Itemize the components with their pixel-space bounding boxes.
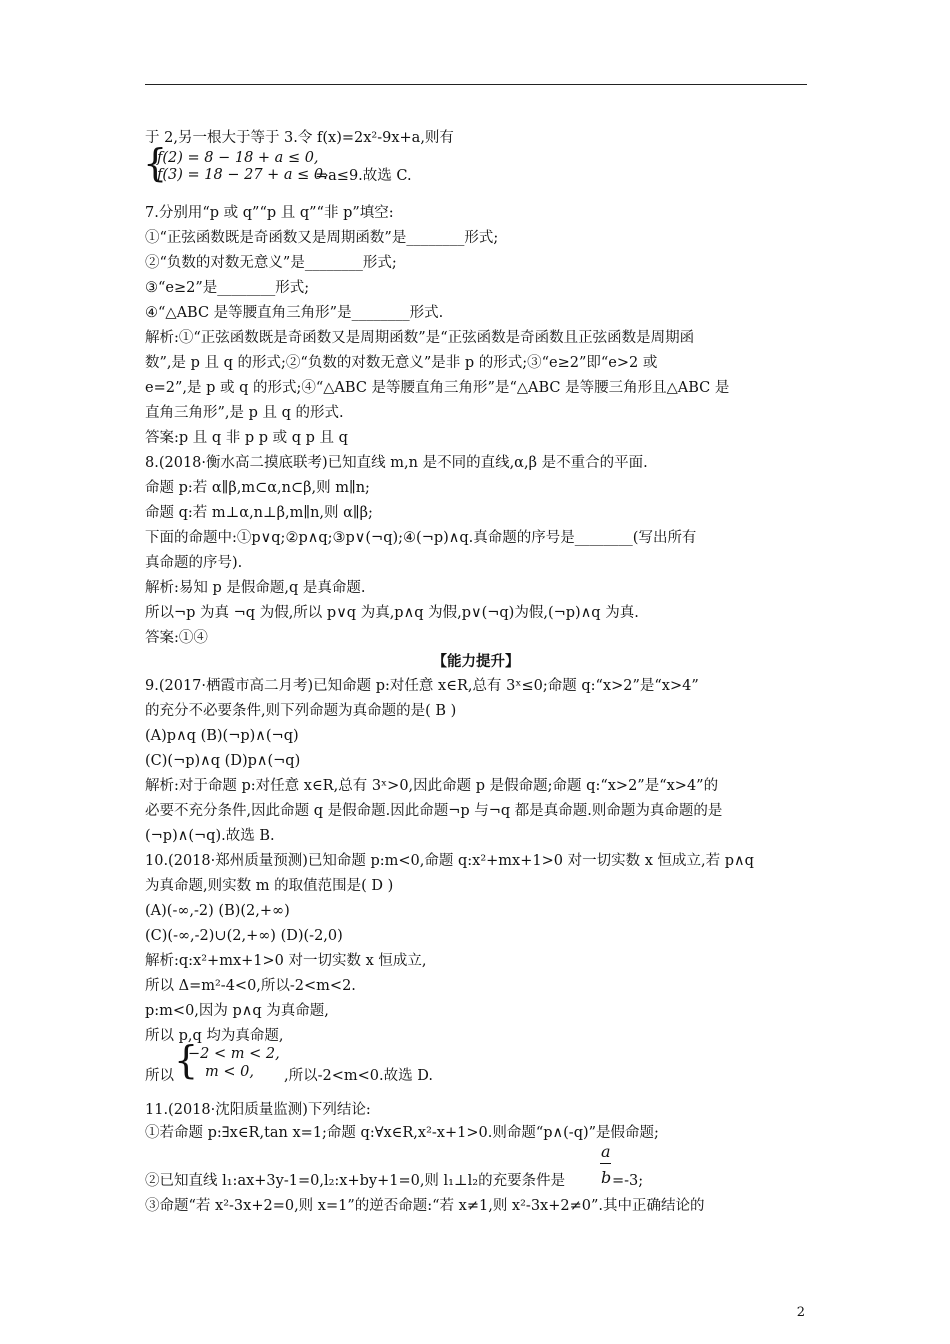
fraction-numerator: a bbox=[601, 1142, 611, 1161]
solution-line: 所以 p,q 均为真命题, bbox=[145, 1028, 284, 1044]
text-line: ①若命题 p:∃x∈R,tan x=1;命题 q:∀x∈R,x²-x+1>0.则命题“p∧(-q)”是假命题; bbox=[145, 1125, 659, 1141]
system-brace: { bbox=[174, 1038, 199, 1082]
option-line: (A)(-∞,-2) (B)(2,+∞) bbox=[145, 903, 290, 919]
text-line: ③“e≥2”是________形式; bbox=[145, 280, 310, 296]
question-11: 11.(2018·沈阳质量监测)下列结论: bbox=[145, 1102, 371, 1118]
text-line: ③命题“若 x²-3x+2=0,则 x=1”的逆否命题:“若 x≠1,则 x²-3x+2≠0”.其中正确结论的 bbox=[145, 1198, 705, 1214]
solution-line: 所以 Δ=m²-4<0,所以-2<m<2. bbox=[145, 978, 356, 994]
fraction-bar bbox=[600, 1163, 611, 1164]
header-rule bbox=[145, 84, 807, 85]
answer-line: 答案:p 且 q 非 p p 或 q p 且 q bbox=[145, 430, 348, 446]
solution-line: 解析:①“正弦函数既是奇函数又是周期函数”是“正弦函数是奇函数且正弦函数是周期函 bbox=[145, 330, 695, 346]
equation-line: f(2) = 8 − 18 + a ≤ 0, bbox=[157, 150, 319, 166]
text-line: 命题 p:若 α∥β,m⊂α,n⊂β,则 m∥n; bbox=[145, 480, 370, 496]
solution-line: 必要不充分条件,因此命题 q 是假命题.因此命题¬p 与¬q 都是真命题.则命题为真命题的是 bbox=[145, 803, 723, 819]
equation-line: f(3) = 18 − 27 + a ≤ 0. bbox=[157, 167, 328, 183]
question-7: 7.分别用“p 或 q”“p 且 q”“非 p”填空: bbox=[145, 205, 394, 221]
text-line: 为真命题,则实数 m 的取值范围是( D ) bbox=[145, 878, 394, 894]
text-line: ④“△ABC 是等腰直角三角形”是________形式. bbox=[145, 305, 444, 321]
question-10: 10.(2018·郑州质量预测)已知命题 p:m<0,命题 q:x²+mx+1>0 对一切实数 x 恒成立,若 p∧q bbox=[145, 853, 754, 869]
equation-line: −2 < m < 2, bbox=[188, 1046, 280, 1062]
page-number: 2 bbox=[796, 1305, 805, 1320]
text-line: ⇒a≤9.故选 C. bbox=[316, 168, 412, 184]
solution-line: e=2”,是 p 或 q 的形式;④“△ABC 是等腰直角三角形”是“△ABC 是等腰三角形且△ABC 是 bbox=[145, 380, 730, 396]
text-line: 下面的命题中:①p∨q;②p∧q;③p∨(¬q);④(¬p)∧q.真命题的序号是________(写出所有 bbox=[145, 530, 697, 546]
option-line: (A)p∧q (B)(¬p)∧(¬q) bbox=[145, 728, 299, 744]
solution-line: (¬p)∧(¬q).故选 B. bbox=[145, 828, 275, 844]
solution-line: 解析:对于命题 p:对任意 x∈R,总有 3ˣ>0,因此命题 p 是假命题;命题 q:“x>2”是“x>4”的 bbox=[145, 778, 719, 794]
text-line: 所以 bbox=[145, 1068, 174, 1084]
solution-line: 所以¬p 为真 ¬q 为假,所以 p∨q 为真,p∧q 为假,p∨(¬q)为假,(¬p)∧q 为真. bbox=[145, 605, 639, 621]
question-8: 8.(2018·衡水高二摸底联考)已知直线 m,n 是不同的直线,α,β 是不重合的平面. bbox=[145, 455, 648, 471]
option-line: (C)(-∞,-2)∪(2,+∞) (D)(-2,0) bbox=[145, 928, 343, 944]
text-line: 于 2,另一根大于等于 3.令 f(x)=2x²-9x+a,则有 bbox=[145, 130, 454, 146]
option-line: (C)(¬p)∧q (D)p∧(¬q) bbox=[145, 753, 301, 769]
solution-line: 数”,是 p 且 q 的形式;②“负数的对数无意义”是非 p 的形式;③“e≥2”即“e>2 或 bbox=[145, 355, 658, 371]
section-heading: 【能力提升】 bbox=[432, 653, 520, 670]
solution-line: 解析:易知 p 是假命题,q 是真命题. bbox=[145, 580, 366, 596]
solution-line: 解析:q:x²+mx+1>0 对一切实数 x 恒成立, bbox=[145, 953, 427, 969]
text-line: 命题 q:若 m⊥α,n⊥β,m∥n,则 α∥β; bbox=[145, 505, 373, 521]
solution-line: p:m<0,因为 p∧q 为真命题, bbox=[145, 1003, 329, 1019]
text-line: ②已知直线 l₁:ax+3y-1=0,l₂:x+by+1=0,则 l₁⊥l₂的充要条件是 bbox=[145, 1173, 566, 1189]
solution-line: 直角三角形”,是 p 且 q 的形式. bbox=[145, 405, 344, 421]
text-line: =-3; bbox=[612, 1173, 644, 1189]
answer-line: 答案:①④ bbox=[145, 630, 208, 646]
fraction-denominator: b bbox=[601, 1168, 612, 1187]
equation-line: m < 0, bbox=[205, 1064, 254, 1080]
system-brace: { bbox=[143, 141, 168, 185]
text-line: ②“负数的对数无意义”是________形式; bbox=[145, 255, 397, 271]
text-line: ,所以-2<m<0.故选 D. bbox=[284, 1068, 433, 1084]
text-line: ①“正弦函数既是奇函数又是周期函数”是________形式; bbox=[145, 230, 499, 246]
question-9: 9.(2017·栖霞市高二月考)已知命题 p:对任意 x∈R,总有 3ˣ≤0;命题 q:“x>2”是“x>4” bbox=[145, 678, 699, 694]
text-line: 真命题的序号). bbox=[145, 555, 243, 571]
text-line: 的充分不必要条件,则下列命题为真命题的是( B ) bbox=[145, 703, 457, 719]
